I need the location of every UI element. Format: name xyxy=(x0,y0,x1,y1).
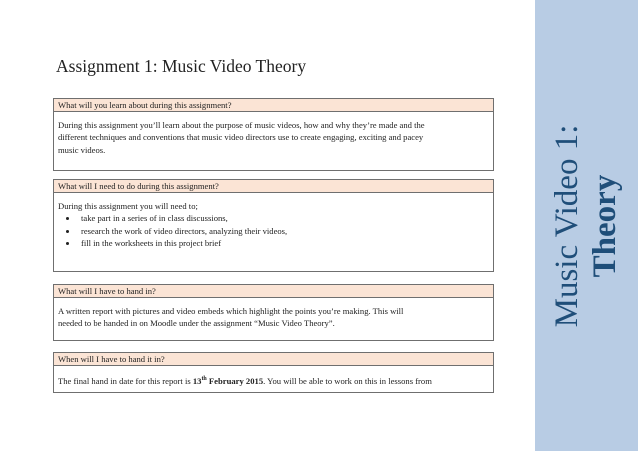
todo-item: • research the work of video directors, analyzing their videos, xyxy=(78,225,489,237)
todo-item: • take part in a series of in class discussions, xyxy=(78,212,489,224)
side-title-line-2: Theory xyxy=(587,174,623,278)
todo-intro: During this assignment you will need to; xyxy=(58,201,198,211)
learn-section xyxy=(53,98,494,171)
when-section xyxy=(53,352,494,393)
date-suffix: th xyxy=(201,376,207,382)
learn-line-3: music videos. xyxy=(58,144,106,155)
date-day: 13 xyxy=(192,375,202,386)
todo-body xyxy=(54,193,493,250)
page-title: Assignment 1: Music Video Theory xyxy=(56,56,307,76)
learn-body xyxy=(54,112,493,156)
hand-in-section xyxy=(53,284,494,341)
hand-in-line-2: needed to be handed in on Moodle under the assignment “Music Video Theory”. xyxy=(58,318,335,329)
learn-heading: What will you learn about during this assignment? xyxy=(54,99,493,112)
hand-in-body xyxy=(54,298,493,330)
when-text xyxy=(58,373,489,387)
todo-heading: What will I need to do during this assignment? xyxy=(54,180,493,193)
when-text-before: The final hand in date for this report is xyxy=(58,375,193,386)
learn-line-2: different techniques and conventions that music video directors use to create engaging, exciting and pacey xyxy=(58,132,424,143)
todo-item: • fill in the worksheets in this project brief xyxy=(78,237,489,249)
hand-in-heading: What will I have to hand in? xyxy=(54,285,493,298)
date-rest: February 2015 xyxy=(206,375,264,386)
hand-in-date xyxy=(193,376,263,386)
hand-in-line-1: A written report with pictures and video embeds which highlight the points you’re making. This will xyxy=(58,306,404,316)
todo-list xyxy=(58,212,489,249)
when-heading: When will I have to hand it in? xyxy=(54,353,493,366)
learn-line-1: During this assignment you’ll learn about the purpose of music videos, how and why they’re made and the xyxy=(58,120,425,130)
when-text-after: . You will be able to work on this in lessons from xyxy=(263,375,432,386)
todo-section xyxy=(53,179,494,272)
when-body xyxy=(54,366,493,387)
side-title-line-1: Music Video 1: xyxy=(549,124,585,328)
side-title xyxy=(548,125,624,328)
